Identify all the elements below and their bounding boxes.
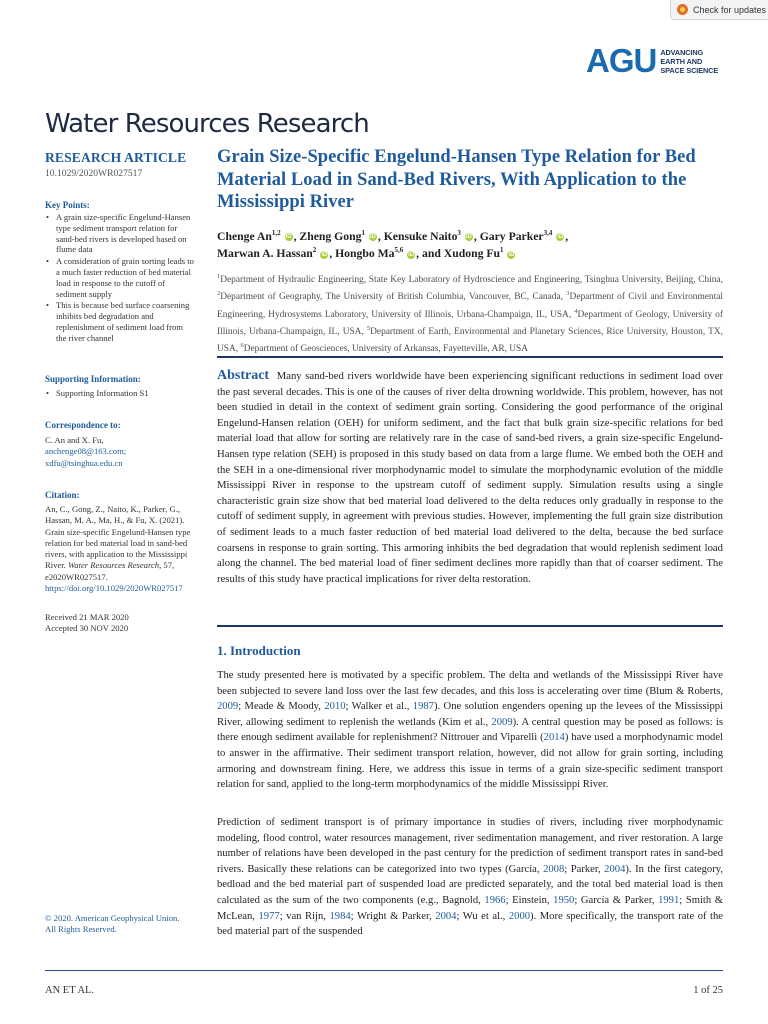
body-text: ; Wright & Parker, — [350, 910, 436, 922]
author-affiliation-mark: 1,2 — [271, 228, 281, 237]
abstract — [217, 368, 723, 587]
author-affiliation-mark: 2 — [312, 246, 317, 255]
copyright-line: © 2020. American Geophysical Union. — [45, 913, 180, 923]
reference-link[interactable]: 1950 — [553, 894, 575, 906]
reference-link[interactable]: 2000 — [508, 910, 531, 922]
affiliation-text: Department of Geosciences, University of Arkansas, Fayetteville, AR, USA — [243, 343, 529, 354]
agu-logo[interactable] — [586, 42, 719, 79]
orcid-icon[interactable]: iD — [508, 252, 515, 259]
affiliation-number: 4 — [574, 307, 578, 315]
section-heading: 1. Introduction — [217, 643, 301, 658]
agu-tagline-line: SPACE SCIENCE — [660, 65, 719, 75]
affiliation-text: Department of Geology, University of Illinois, Urbana-Champaign, IL, USA, — [217, 309, 723, 337]
copyright-notice — [45, 913, 179, 936]
author-name: Hongbo Ma — [335, 247, 395, 261]
email-link[interactable]: anchenge08@163.com; — [45, 446, 127, 457]
body-text: ; Einstein, — [505, 894, 554, 906]
author-name: Gary Parker — [479, 229, 544, 243]
correspondence-heading: Correspondence to: — [45, 420, 121, 430]
affiliation-number: 1 — [217, 273, 221, 281]
copyright-line: All Rights Reserved. — [45, 924, 117, 935]
article-dates — [45, 612, 129, 635]
author-name: Zheng Gong — [299, 229, 362, 243]
orcid-icon[interactable]: iD — [285, 234, 292, 241]
key-points-heading: Key Points: — [45, 200, 90, 210]
reference-link[interactable]: 1991 — [658, 894, 680, 906]
reference-link[interactable]: 2014 — [543, 732, 565, 744]
supporting-info-list — [45, 388, 195, 398]
author-list: Chenge An$^{1,2}$ iD , Zheng Gong$^1$ iD , Kensuke Naito$^3$ iD , Gary Parker$^{3,4}$ iD , Marwan A. Hassan$^2$ iD , Hongbo Ma$^{5,6}$ iD , and Xudong Fu$^1$ iD — [217, 228, 569, 261]
author-affiliation-mark: 1 — [499, 246, 504, 255]
divider — [217, 356, 723, 358]
received-date: Received 21 MAR 2020 — [45, 612, 129, 622]
affiliation-text: Department of Geography, The University of British Columbia, Vancouver, BC, Canada, — [220, 292, 567, 303]
reference-link[interactable]: 2009 — [491, 716, 513, 728]
supporting-info-heading: Supporting Information: — [45, 374, 141, 384]
body-text: ; van Rijn, — [279, 910, 330, 922]
affiliation-text: Department of Hydraulic Engineering, State Key Laboratory of Hydroscience and Engineering, Tsinghua University, Beijing, China, — [220, 275, 723, 286]
body-text: ; Smith & McLean, — [217, 894, 723, 922]
journal-title: Water Resources Research — [45, 109, 369, 139]
correspondence-names: C. An and X. Fu, — [45, 435, 104, 445]
check-for-updates-button[interactable] — [670, 0, 768, 20]
affiliations — [217, 270, 723, 356]
author-name: Kensuke Naito — [383, 229, 458, 243]
body-text: ) have used a morphodynamic model to answer in the affirmative. Their sediment transport relation, however, did not allow for grain sorting, including armoring and downstream fining. Here, we address this issue in terms of a grain size-specific sediment transport relation for sand, applied to the long-term morphodynamics of the middle Mississippi River. — [217, 732, 723, 791]
author-affiliation-mark: 3,4 — [543, 228, 553, 237]
running-head: AN ET AL. — [45, 985, 95, 996]
reference-link[interactable]: 1966 — [484, 894, 506, 906]
affiliation-text: Department of Civil and Environmental Engineering, Hydrosystems Laboratory, University of Illinois, Urbana-Champaign, IL, USA, — [217, 292, 723, 320]
body-paragraph — [217, 815, 723, 940]
check-for-updates-label: Check for updates — [693, 4, 767, 15]
citation-volume: , 57, e2020WR027517. — [45, 560, 175, 582]
orcid-icon[interactable]: iD — [408, 252, 415, 259]
reference-link[interactable]: 1984 — [329, 910, 351, 922]
author-affiliation-mark: 1 — [361, 228, 365, 237]
citation-journal: Water Resources Research — [67, 560, 160, 571]
affiliation-number: 5 — [366, 324, 371, 332]
body-text: ; García & Parker, — [574, 894, 659, 906]
author-affiliation-mark: 3 — [457, 228, 461, 237]
key-point-item: • A consideration of grain sorting leads to a much faster reduction of bed material load in response to the cutoff of sediment supply — [45, 256, 195, 299]
reference-link[interactable]: 2004 — [435, 910, 457, 922]
body-text: ). More specifically, the transport rate of the bed material part of the suspended — [217, 910, 723, 938]
reference-link[interactable]: 1987 — [412, 701, 434, 713]
affiliation-text: Department of Earth, Environmental and Planetary Sciences, Rice University, Houston, TX, USA, — [217, 326, 723, 354]
page-number: 1 of 25 — [693, 985, 723, 996]
affiliation-number: 6 — [240, 341, 244, 349]
reference-link[interactable]: 2004 — [604, 863, 626, 875]
agu-tagline — [660, 48, 718, 75]
affiliation-number: 2 — [217, 290, 221, 298]
author-name: Marwan A. Hassan — [217, 247, 313, 261]
agu-tagline-line: ADVANCING — [660, 47, 704, 57]
agu-tagline-line: EARTH AND — [660, 56, 703, 66]
divider — [217, 625, 723, 627]
author-affiliation-mark: 5,6 — [394, 246, 404, 255]
orcid-icon[interactable]: iD — [369, 234, 376, 241]
correspondence-block — [45, 435, 126, 469]
reference-link[interactable]: 2010 — [324, 701, 346, 713]
body-text: ). In the first category, bedload and the bed material part of suspended load are predicted separately, and the total bed material load is then calculated as the sum of the two components (e.g., Bagnold, — [217, 863, 723, 906]
article-doi[interactable]: 10.1029/2020WR027517 — [45, 168, 143, 179]
crossmark-icon — [677, 4, 688, 15]
reference-link[interactable]: 2009 — [217, 701, 239, 713]
body-text: The study presented here is motivated by a specific problem. The delta and wetlands of the Mississippi River have been subjected to severe land loss over the last few decades, and this loss is accelerating over time (Blum & Roberts, — [217, 670, 723, 697]
key-point-item: • A grain size-specific Engelund-Hansen type sediment transport relation for sand-bed rivers is developed based on flume data — [45, 212, 195, 255]
sidebar — [45, 150, 195, 935]
key-points-list — [45, 212, 195, 345]
body-text: ). A central question may be posed as follows: is there enough sediment available for replenishment? Nittrouer and Viparelli ( — [217, 716, 723, 744]
affiliation-number: 3 — [566, 290, 570, 298]
orcid-icon[interactable]: iD — [557, 234, 564, 241]
key-point-item: • This is because bed surface coarsening inhibits bed degradation and replenishment of sediment load from the river channel — [45, 300, 195, 343]
citation-body: An, C., Gong, Z., Naito, K., Parker, G., Hassan, M. A., Ma, H., & Fu, X. (2021). Grain size-specific Engelund-Hansen type relation for bed material load in sand-bed rivers, with application to the Mississippi River. — [45, 504, 191, 571]
body-text: ). One solution engenders opening up the levees of the Mississippi River, allowing sediment to replenish the wetlands (Kim et al., — [217, 701, 723, 728]
article-type: RESEARCH ARTICLE — [45, 150, 187, 165]
author-name: Chenge An — [217, 229, 272, 243]
body-paragraph — [217, 668, 723, 793]
reference-link[interactable]: 1977 — [258, 910, 280, 922]
body-text: ; Walker et al., — [345, 701, 413, 713]
citation-text — [45, 504, 195, 594]
abstract-label: Abstract — [217, 368, 270, 383]
agu-logo-mark: AGU — [586, 42, 657, 79]
body-text: ; Parker, — [564, 863, 605, 875]
author-name: Xudong Fu — [443, 247, 500, 261]
orcid-icon[interactable]: iD — [465, 234, 472, 241]
email-link[interactable]: xdfu@tsinghua.edu.cn — [45, 457, 123, 468]
article-header — [217, 146, 723, 356]
orcid-icon[interactable]: iD — [321, 252, 328, 259]
body-text: Prediction of sediment transport is of primary importance in studies of rivers, including river morphodynamic modeling, flood control, water resources management, river sedimentation management, and river restoration. A large number of relations have been developed in the past century for the prediction of sediment transport rates in sand-bed rivers. Basically these relations can be categorized into two types (García, — [217, 817, 723, 875]
body-text: ; Meade & Moody, — [238, 701, 325, 713]
body-text: ; Wu et al., — [456, 910, 509, 922]
citation-doi-link[interactable]: https://doi.org/10.1029/2020WR027517 — [45, 583, 183, 594]
footer-rule — [45, 970, 723, 971]
citation-heading: Citation: — [45, 490, 80, 500]
supporting-info-item[interactable]: • Supporting Information S1 — [45, 388, 195, 398]
reference-link[interactable]: 2008 — [543, 863, 565, 875]
accepted-date: Accepted 30 NOV 2020 — [45, 623, 129, 634]
article-title: Grain Size-Specific Engelund-Hansen Type Relation for Bed Material Load in Sand-Bed Rivers, With Application to the Mississippi River — [217, 147, 696, 212]
abstract-text: Many sand-bed rivers worldwide have been experiencing significant reductions in sediment load over the past several decades. This is one of the causes of river delta drowning worldwide. This problem, however, has not been studied in detail in the context of sediment grain sorting. Considering the good performance of the original Engelund-Hansen relation (OEH) for uniform sediment, and the fact that bulk grain size-specific relations for bed material load that allow for sorting are relatively rare in the case of sand-bed rivers, a grain size-specific Engelund-Hansen type relation (SEH) is proposed in this study based on data from a large flume. We embed both the OEH and the SEH in a one-dimensional river morphodynamic model to simulate the morphodynamic evolution of the middle Mississippi River in response to the upstream cutoff of sediment supply. Simulation results using a single characteristic grain size show that bed material load delivered to the delta reduces only gradually in response to the cutoff of sediment supply, in agreement with previous studies. However, implementing the full grain size distribution of sediment leads to a much faster reduction of bed material load delivered to the delta, because the bed surface coarsens in response to grain sorting. This armoring inhibits the bed degradation that would replenish sediment load along the channel. The bed material load of finer sediment declines more rapidly than that of coarser sediment. The results of this study have practical implications for river delta restoration. — [217, 370, 723, 585]
